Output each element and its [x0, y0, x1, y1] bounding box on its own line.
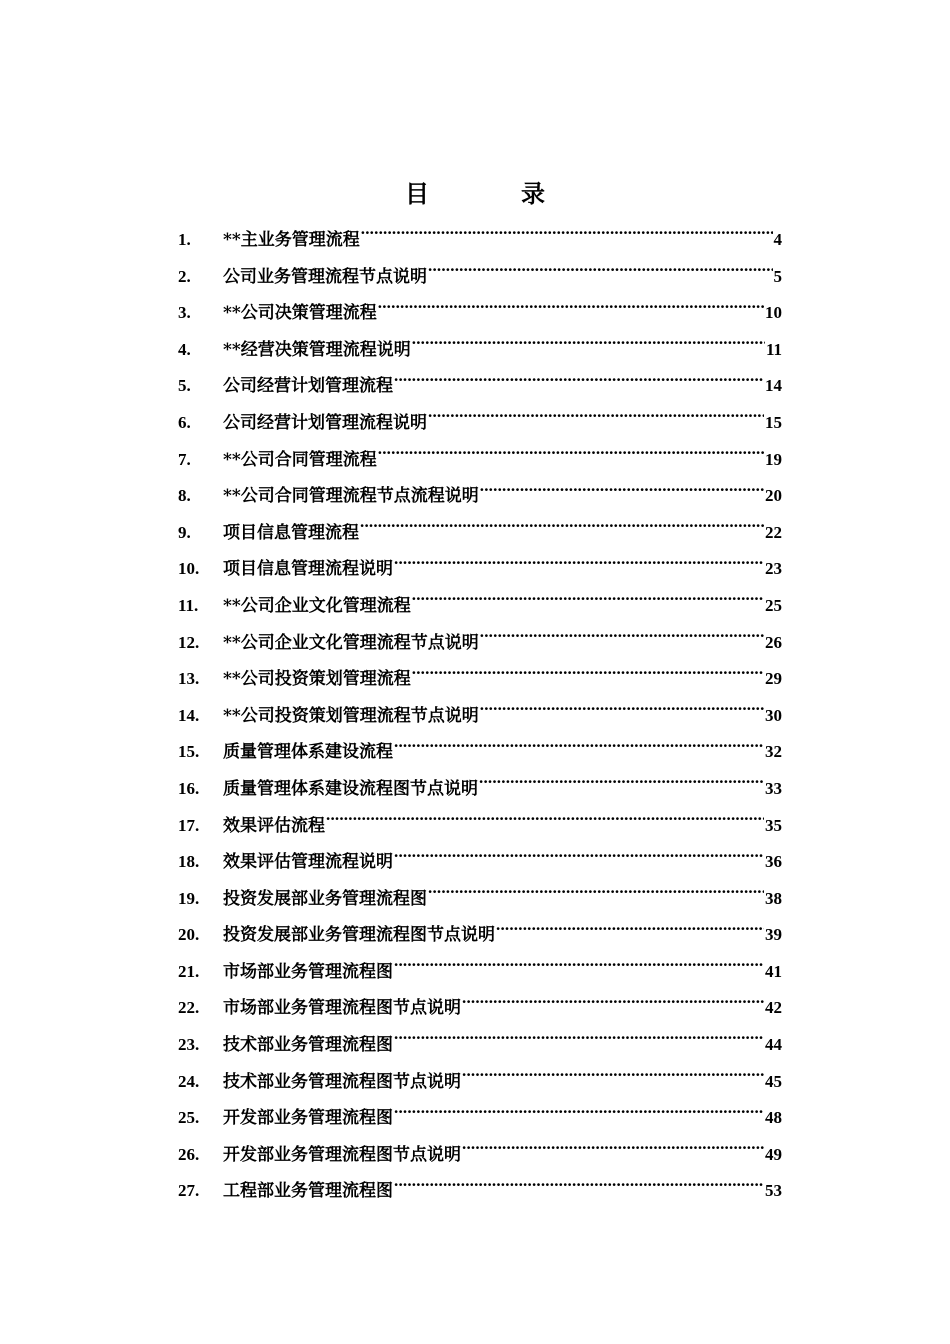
toc-entry-page-number: 15 — [765, 412, 782, 432]
toc-entry-label: 技术部业务管理流程图节点说明 — [223, 1071, 461, 1092]
toc-entry-number: 16. — [178, 778, 200, 798]
dot-leader — [378, 301, 764, 318]
dot-leader — [378, 448, 764, 465]
toc-entry-number: 18. — [178, 852, 200, 872]
toc-entry-number: 2. — [178, 266, 191, 286]
dot-leader — [394, 1033, 764, 1050]
toc-entry-page-number: 20 — [765, 486, 782, 506]
toc-entry-number: 3. — [178, 303, 191, 323]
dot-leader — [462, 1070, 764, 1087]
dot-leader — [394, 960, 764, 977]
toc-entry-page-number: 53 — [765, 1181, 782, 1201]
toc-entry[interactable] — [178, 771, 782, 808]
toc-entry-page-number: 14 — [765, 376, 782, 396]
toc-entry-label: **公司合同管理流程节点流程说明 — [223, 486, 479, 507]
toc-entry[interactable] — [178, 1100, 782, 1137]
toc-entry-page-number: 48 — [765, 1108, 782, 1128]
toc-entry[interactable] — [178, 734, 782, 771]
toc-entry-number: 8. — [178, 486, 191, 506]
toc-entry[interactable] — [178, 881, 782, 918]
toc-entry-label: **公司企业文化管理流程节点说明 — [223, 632, 479, 653]
toc-entry-number: 14. — [178, 705, 200, 725]
toc-entry-number: 17. — [178, 815, 200, 835]
toc-entry[interactable] — [178, 661, 782, 698]
dot-leader — [412, 667, 764, 684]
toc-entry-page-number: 30 — [765, 705, 782, 725]
toc-entry-page-number: 5 — [773, 266, 782, 286]
toc-entry-page-number: 32 — [765, 742, 782, 762]
toc-entry[interactable] — [178, 625, 782, 662]
toc-entry-page-number: 29 — [765, 669, 782, 689]
toc-entry-label: **公司投资策划管理流程节点说明 — [223, 705, 479, 726]
dot-leader — [480, 631, 764, 648]
toc-entry[interactable] — [178, 222, 782, 259]
toc-entry[interactable] — [178, 551, 782, 588]
toc-entry-label: 质量管理体系建设流程 — [223, 742, 393, 763]
dot-leader — [394, 850, 764, 867]
toc-entry-label: 投资发展部业务管理流程图 — [223, 888, 427, 909]
toc-entry[interactable] — [178, 588, 782, 625]
toc-entry-page-number: 25 — [765, 595, 782, 615]
dot-leader — [480, 484, 764, 501]
dot-leader — [479, 777, 764, 794]
toc-entry-label: 投资发展部业务管理流程图节点说明 — [223, 925, 495, 946]
toc-entry[interactable] — [178, 332, 782, 369]
toc-entry[interactable] — [178, 405, 782, 442]
dot-leader — [428, 411, 764, 428]
toc-entry-page-number: 4 — [773, 230, 782, 249]
toc-entry-page-number: 44 — [765, 1035, 782, 1055]
toc-entry-label: 开发部业务管理流程图 — [223, 1108, 393, 1129]
toc-entry-page-number: 38 — [765, 888, 782, 908]
toc-entry-number: 19. — [178, 888, 200, 908]
toc-entry-number: 10. — [178, 559, 200, 579]
dot-leader — [394, 1106, 764, 1123]
toc-entry-label: **主业务管理流程 — [223, 230, 360, 250]
toc-entry-label: **公司投资策划管理流程 — [223, 669, 411, 690]
toc-entry-label: 公司业务管理流程节点说明 — [223, 266, 427, 287]
toc-entry-label: 公司经营计划管理流程 — [223, 376, 393, 397]
toc-entry-label: 质量管理体系建设流程图节点说明 — [223, 778, 478, 799]
toc-entry[interactable] — [178, 808, 782, 845]
toc-entry-number: 25. — [178, 1108, 200, 1128]
toc-entry-page-number: 19 — [765, 449, 782, 469]
toc-entry[interactable] — [178, 954, 782, 991]
toc-entry-page-number: 10 — [765, 303, 782, 323]
toc-entry-page-number: 22 — [765, 522, 782, 542]
dot-leader — [361, 228, 773, 245]
toc-entry-number: 23. — [178, 1035, 200, 1055]
dot-leader — [394, 740, 764, 757]
toc-entry[interactable] — [178, 1173, 782, 1210]
dot-leader — [394, 374, 764, 391]
toc-entry-number: 12. — [178, 632, 200, 652]
dot-leader — [462, 1143, 764, 1160]
toc-entry-page-number: 11 — [765, 339, 782, 359]
toc-entry-label: 市场部业务管理流程图节点说明 — [223, 998, 461, 1019]
toc-entry-label: **公司决策管理流程 — [223, 303, 377, 324]
toc-entry-label: 效果评估流程 — [223, 815, 325, 836]
table-of-contents — [178, 222, 782, 1210]
toc-entry-page-number: 35 — [765, 815, 782, 835]
toc-entry[interactable] — [178, 917, 782, 954]
toc-entry[interactable] — [178, 698, 782, 735]
toc-entry-number: 24. — [178, 1071, 200, 1091]
toc-entry[interactable] — [178, 478, 782, 515]
toc-entry[interactable] — [178, 1064, 782, 1101]
toc-entry-label: 市场部业务管理流程图 — [223, 961, 393, 982]
toc-entry-number: 13. — [178, 669, 200, 689]
dot-leader — [412, 338, 765, 355]
toc-entry-page-number: 41 — [765, 961, 782, 981]
toc-entry-number: 4. — [178, 339, 191, 359]
dot-leader — [496, 923, 764, 940]
toc-entry[interactable] — [178, 295, 782, 332]
toc-entry-label: 开发部业务管理流程图节点说明 — [223, 1144, 461, 1165]
toc-entry-number: 21. — [178, 961, 200, 981]
dot-leader — [394, 557, 764, 574]
toc-title: 目 录 — [405, 179, 579, 208]
toc-entry[interactable] — [178, 990, 782, 1027]
toc-entry-page-number: 42 — [765, 998, 782, 1018]
toc-entry-label: 效果评估管理流程说明 — [223, 852, 393, 873]
dot-leader — [394, 1179, 764, 1196]
dot-leader — [428, 887, 764, 904]
toc-entry-page-number: 49 — [765, 1144, 782, 1164]
dot-leader — [360, 521, 764, 538]
toc-entry[interactable] — [178, 368, 782, 405]
toc-entry[interactable] — [178, 1137, 782, 1174]
toc-entry-page-number: 39 — [765, 925, 782, 945]
toc-entry-number: 22. — [178, 998, 200, 1018]
toc-entry-number: 5. — [178, 376, 191, 396]
toc-entry-number: 1. — [178, 230, 191, 249]
toc-entry-page-number: 45 — [765, 1071, 782, 1091]
toc-entry[interactable] — [178, 844, 782, 881]
dot-leader — [480, 704, 764, 721]
toc-entry-page-number: 36 — [765, 852, 782, 872]
dot-leader — [326, 814, 764, 831]
toc-entry-label: **公司合同管理流程 — [223, 449, 377, 470]
toc-entry-label: **公司企业文化管理流程 — [223, 595, 411, 616]
toc-entry-number: 6. — [178, 412, 191, 432]
toc-entry-number: 20. — [178, 925, 200, 945]
toc-entry-number: 26. — [178, 1144, 200, 1164]
toc-entry-page-number: 23 — [765, 559, 782, 579]
toc-entry-page-number: 33 — [765, 778, 782, 798]
toc-entry[interactable] — [178, 259, 782, 296]
toc-entry[interactable] — [178, 1027, 782, 1064]
toc-entry-label: 项目信息管理流程说明 — [223, 559, 393, 580]
toc-entry-number: 7. — [178, 449, 191, 469]
toc-entry-page-number: 26 — [765, 632, 782, 652]
dot-leader — [412, 594, 764, 611]
toc-entry-number: 15. — [178, 742, 200, 762]
toc-entry-label: 技术部业务管理流程图 — [223, 1035, 393, 1056]
toc-entry-label: 工程部业务管理流程图 — [223, 1181, 393, 1202]
toc-entry-label: 公司经营计划管理流程说明 — [223, 412, 427, 433]
toc-entry[interactable] — [178, 515, 782, 552]
toc-entry-label: **经营决策管理流程说明 — [223, 339, 411, 360]
toc-entry-number: 27. — [178, 1181, 200, 1201]
dot-leader — [462, 996, 764, 1013]
toc-entry[interactable] — [178, 442, 782, 479]
toc-entry-number: 9. — [178, 522, 191, 542]
toc-entry-number: 11. — [178, 595, 199, 615]
dot-leader — [428, 265, 773, 282]
toc-entry-label: 项目信息管理流程 — [223, 522, 359, 543]
